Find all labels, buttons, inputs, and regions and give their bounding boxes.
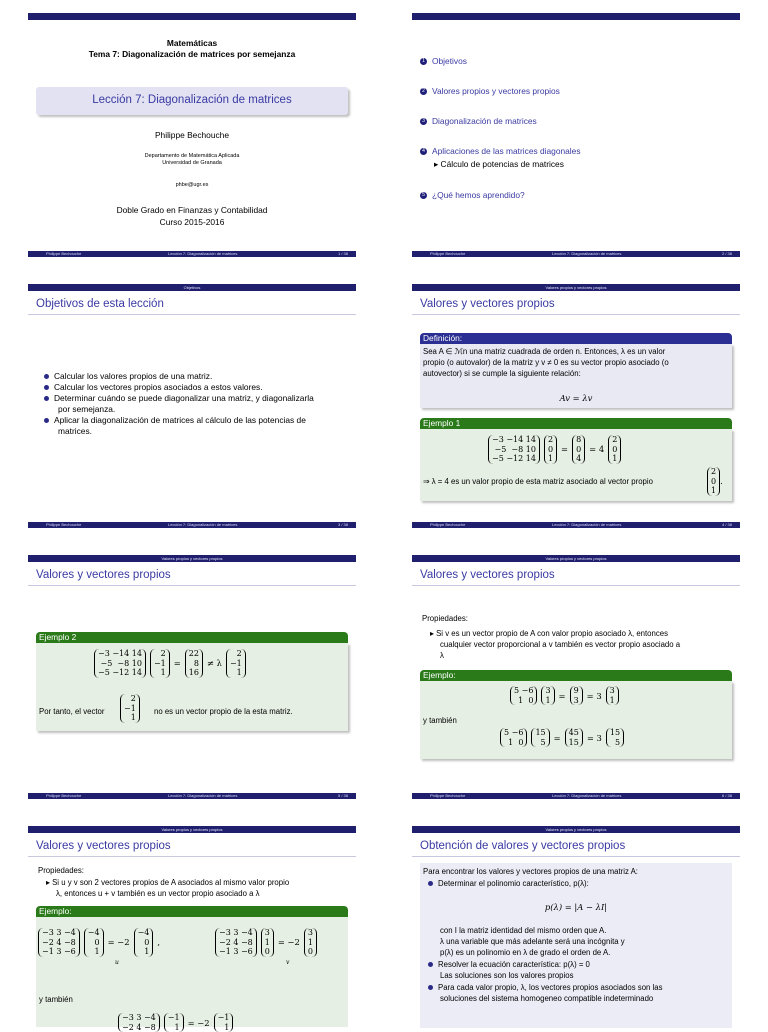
objective-2: Calcular los vectores propios asociados a estos valores. [44,382,263,393]
title-underline [412,856,740,857]
example-equation-2: −3 3 −4 −2 4 −8 −1 3 −6 3 1 0 = −2 3 1 0 [215,927,317,957]
slide-1 [28,13,356,257]
slide-3 [28,284,356,528]
slide-title: Obtención de valores y vectores propios [420,840,626,852]
toc-subitem[interactable]: ▸ Cálculo de potencias de matrices [434,159,564,169]
example-conclusion: ⇒ λ = 4 es un valor propio de esta matriz asociado al vector propio [423,477,653,486]
number-ball-icon: 5 [420,192,427,199]
bullet-icon [428,881,433,886]
block-header: Ejemplo: [36,906,348,917]
slide-title: Valores y vectores propios [36,569,171,581]
footer-author: Philippe Bechouche [430,793,466,798]
slide-8 [412,826,740,1024]
section-label: Valores propios y vectores propios [545,827,607,832]
step-3: Para cada valor propio, λ, los vectores propios asociados son las [428,982,663,993]
footer-lesson: Lección 7: Diagonalización de matrices [552,251,622,256]
vector: 2 0 1 [544,435,557,464]
block-header: Ejemplo: [420,670,732,681]
toc-item-5[interactable]: 5 ¿Qué hemos aprendido? [420,190,525,201]
definition-equation: Av = λv [559,393,593,403]
matrix: −3 −14 14 −5 −8 10 −5 −12 14 [94,649,146,678]
title-underline [28,585,356,586]
top-bar [412,555,740,562]
bullet-icon [44,374,49,379]
footer-lesson: Lección 7: Diagonalización de matrices [552,793,622,798]
property-1-cont2: λ [440,651,444,660]
matrix: −3 −14 14 −5 −8 10 −5 −12 14 [488,435,540,464]
example-equation-1: −3 3 −4 −2 4 −8 −1 3 −6 −4 0 1 = −2 −4 0 1 , [38,927,160,957]
toc-item-3[interactable]: 3 Diagonalización de matrices [420,116,537,127]
number-ball-icon: 1 [420,58,427,65]
number-ball-icon: 3 [420,118,427,125]
university: Universidad de Granada [162,160,222,166]
property-1-cont: λ, entonces u + v también es un vector propio asociado a λ [56,889,260,898]
v-label: v [286,959,290,966]
properties-label: Propiedades: [422,614,468,623]
slide-4 [412,284,740,528]
footer-author: Philippe Bechouche [46,793,82,798]
vector: 22 8 16 [185,649,203,678]
section-label: Valores propios y vectores propios [545,556,607,561]
property-1: ▸ Si u y v son 2 vectores propios de A asociados al mismo valor propio [46,878,290,887]
footer [28,251,356,257]
note-3: p(λ) es un polinomio en λ de grado el orden de A. [440,948,611,957]
footer-author: Philippe Bechouche [46,522,82,527]
bullet-icon [428,985,433,990]
objective-4-cont: matrices. [58,426,92,436]
footer-author: Philippe Bechouche [430,522,466,527]
note-2: λ una variable que más adelante será una incógnita y [440,937,625,946]
title-underline [412,314,740,315]
vector: 2 −1 1 [120,694,140,723]
definition-line-3: autovector) si se cumple la siguiente relación: [423,369,581,378]
example-equation: −3 −14 14 −5 −8 10 −5 −12 14 2 0 1 = 8 0 4 = 4 2 0 1 [488,434,621,464]
property-1: ▸ Si v es un vector propio de A con valor propio asociado λ, entonces [430,629,668,638]
lesson-title: Lección 7: Diagonalización de matrices [92,94,292,106]
step-2-note: Las soluciones son los valores propios [440,971,574,980]
section-label: Objetivos [183,285,201,290]
top-bar [28,826,356,833]
conclusion-end: no es un vector propio de la esta matriz. [154,707,293,716]
eigenvector: 2 0 1 . [707,467,723,496]
step-2: Resolver la ecuación característica: p(λ) = 0 [428,959,590,970]
top-bar [412,284,740,291]
bullet-icon [44,385,49,390]
number-ball-icon: 2 [420,88,427,95]
properties-label: Propiedades: [38,866,84,875]
footer-lesson: Lección 7: Diagonalización de matrices [168,251,238,256]
objective-1: Calcular los valores propios de una matriz. [44,371,212,382]
footer-page: 3 / 38 [337,522,348,527]
vector: 8 0 4 [572,435,585,464]
toc-item-4[interactable]: 4 Aplicaciones de las matrices diagonales [420,146,581,157]
slide-title: Valores y vectores propios [36,840,171,852]
also-label: y también [39,995,73,1004]
footer [28,522,356,528]
toc-item-2[interactable]: 2 Valores propios y vectores propios [420,86,560,97]
top-bar [28,13,356,20]
example-equation-1: 5 −6 1 0 3 1 = 9 3 = 3 3 1 [510,685,619,705]
title-underline [28,314,356,315]
objective-3-cont: por semejanza. [58,404,116,414]
footer-author: Philippe Bechouche [46,251,82,256]
block-header: Definición: [420,333,732,344]
top-bar [28,284,356,291]
slide-title: Valores y vectores propios [420,298,555,310]
char-poly-equation: p(λ) = |A − λI| [544,902,608,912]
footer-page: 4 / 38 [721,522,732,527]
academic-year: Curso 2015-2016 [159,217,225,227]
footer-page: 1 / 38 [337,251,348,256]
bullet-icon [44,396,49,401]
number-ball-icon: 4 [420,148,427,155]
footer-lesson: Lección 7: Diagonalización de matrices [552,522,622,527]
course-title: Matemáticas [166,38,218,48]
footer-page: 2 / 38 [721,251,732,256]
title-underline [412,585,740,586]
slide-7 [28,826,356,1032]
slide-2 [412,13,740,257]
conclusion-start: Por tanto, el vector [39,707,105,716]
footer-lesson: Lección 7: Diagonalización de matrices [168,522,238,527]
footer [28,793,356,799]
bullet-icon [44,418,49,423]
slide-5 [28,555,356,799]
slide-title: Objetivos de esta lección [36,298,164,310]
block-header: Ejemplo 1 [420,418,732,429]
footer-author: Philippe Bechouche [430,251,466,256]
footer-page: 5 / 38 [337,793,348,798]
step-3-cont: soluciones del sistema homogeneo compatible indeterminado [440,994,654,1003]
degree: Doble Grado en Finanzas y Contabilidad [116,205,268,215]
intro: Para encontrar los valores y vectores propios de una matriz A: [423,867,638,876]
top-bar [28,555,356,562]
bullet-icon [428,962,433,967]
footer-page: 6 / 38 [721,793,732,798]
topic-title: Tema 7: Diagonalización de matrices por semejanza [88,49,296,59]
email: phbe@ugr.es [175,182,209,188]
vector: 2 −1 1 [150,649,170,678]
title-underline [28,856,356,857]
top-bar [412,13,740,20]
slide-title: Valores y vectores propios [420,569,555,581]
footer [412,522,740,528]
step-1: Determinar el polinomio característico, p(λ): [428,878,589,889]
vector: 2 0 1 [608,435,621,464]
block-header: Ejemplo 2 [36,632,348,643]
objective-4: Aplicar la diagonalización de matrices al cálculo de las potencias de [44,415,306,426]
toc-item-1[interactable]: 1 Objetivos [420,56,467,67]
property-1-cont: cualquier vector proporcional a v también es vector propio asociado a [440,640,681,649]
objective-3: Determinar cuándo se puede diagonalizar una matriz, y diagonalizarla [44,393,314,404]
u-label: u [115,959,119,966]
section-label: Valores propios y vectores propios [545,285,607,290]
example-equation-2: 5 −6 1 0 15 5 = 45 15 = 3 15 5 [500,727,624,747]
author: Philippe Bechouche [154,130,230,140]
department: Departamento de Matemática Aplicada [144,153,240,159]
footer [412,793,740,799]
slide-6 [412,555,740,799]
example-equation: −3 −14 14 −5 −8 10 −5 −12 14 2 −1 1 = 22 8 16 ≠ λ 2 −1 1 [94,648,246,678]
top-bar [412,826,740,833]
section-label: Valores propios y vectores propios [161,556,223,561]
vector: 2 −1 1 [226,649,246,678]
footer-lesson: Lección 7: Diagonalización de matrices [168,793,238,798]
also-label: y también [423,716,457,725]
example-equation-3: −3 3 −4 −2 4 −8 −1 1 = −2 −1 1 [118,1012,233,1032]
definition-line-2: propio (o autovalor) de la matriz y v ≠ 0 es su vector propio asociado (o [423,358,669,367]
definition-line-1: Sea A ∈ ℳn una matriz cuadrada de orden n. Entonces, λ es un valor [423,347,666,356]
note-1: con I la matriz identidad del mismo orden que A. [440,926,607,935]
section-label: Valores propios y vectores propios [161,827,223,832]
footer [412,251,740,257]
